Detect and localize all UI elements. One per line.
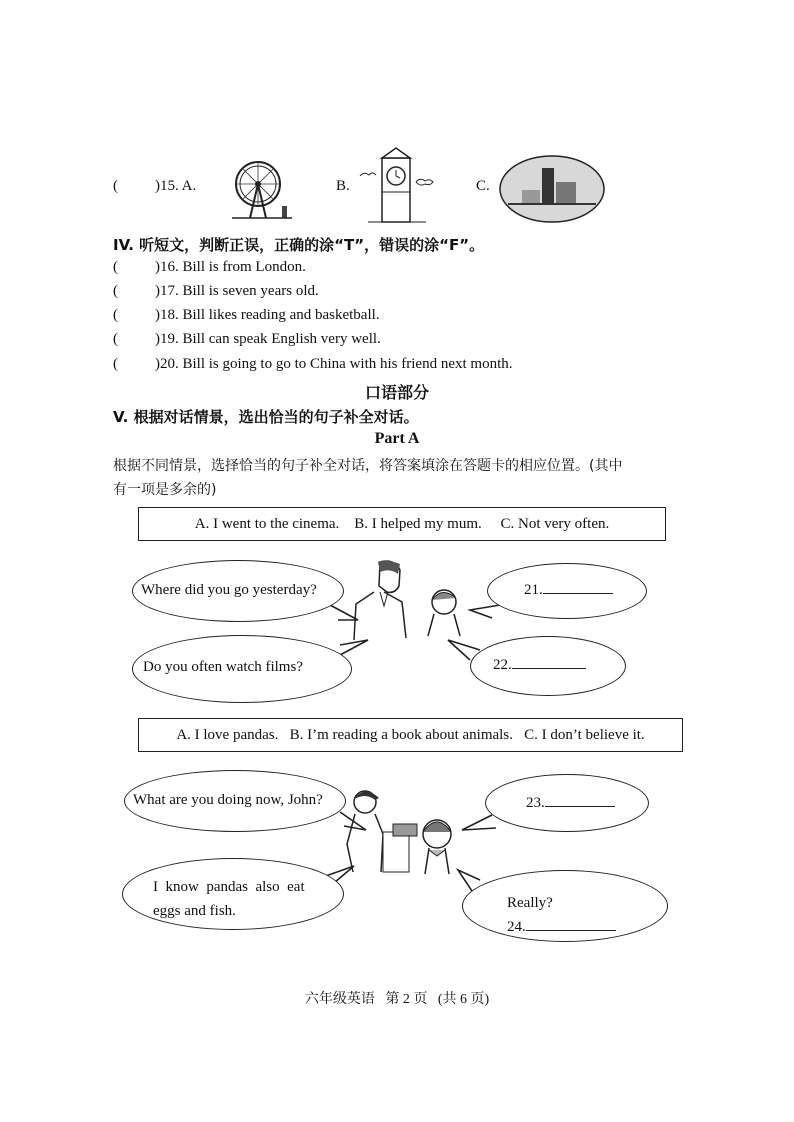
speech-bubble: Do you often watch films? (132, 635, 352, 703)
list-item: ( )17. Bill is seven years old. (113, 283, 319, 299)
list-item: ( )18. Bill likes reading and basketball. (113, 307, 380, 323)
section-5-heading: V. 根据对话情景，选出恰当的句子补全对话。 (113, 408, 419, 426)
question-15: ( )15. A. (113, 178, 197, 194)
q15-label: 15. A. (160, 178, 197, 194)
answer-bubble-21: 21. (487, 563, 647, 619)
options-box-2: A. I love pandas. B. I’m reading a book about animals. C. I don’t believe it. (138, 718, 683, 752)
list-item: ( )19. Bill can speak English very well. (113, 331, 381, 347)
answer-bubble-22: 22. (470, 636, 626, 696)
options-box-1: A. I went to the cinema. B. I helped my mum. C. Not very often. (138, 507, 666, 541)
option-b-label: B. (336, 178, 350, 194)
speech-bubble: What are you doing now, John? (124, 770, 346, 832)
oral-section-title: 口语部分 (364, 383, 429, 402)
option-c-label: C. (476, 178, 490, 194)
list-item: ( )20. Bill is going to go to China with his friend next month. (113, 356, 513, 372)
instruction-line-1: 根据不同情景，选择恰当的句子补全对话，将答案填涂在答题卡的相应位置。(其中 (113, 458, 623, 474)
instruction-line-2: 有一项是多余的) (113, 482, 217, 498)
list-item: ( )16. Bill is from London. (113, 259, 306, 275)
page-footer: 六年级英语 第 2 页 (共 6 页) (304, 992, 490, 1007)
speech-bubble: I know pandas also eat eggs and fish. (122, 858, 344, 930)
part-a-title: Part A (374, 430, 420, 447)
answer-bubble-23: 23. (485, 774, 649, 832)
section-4-heading: IV. 听短文，判断正误，正确的涂“T”，错误的涂“F”。 (113, 236, 485, 254)
speech-bubble: Where did you go yesterday? (132, 560, 344, 622)
answer-paren: ( (113, 178, 118, 194)
boy-and-girl-illustration (345, 788, 463, 876)
answer-bubble-24: Really? 24. (462, 870, 668, 942)
